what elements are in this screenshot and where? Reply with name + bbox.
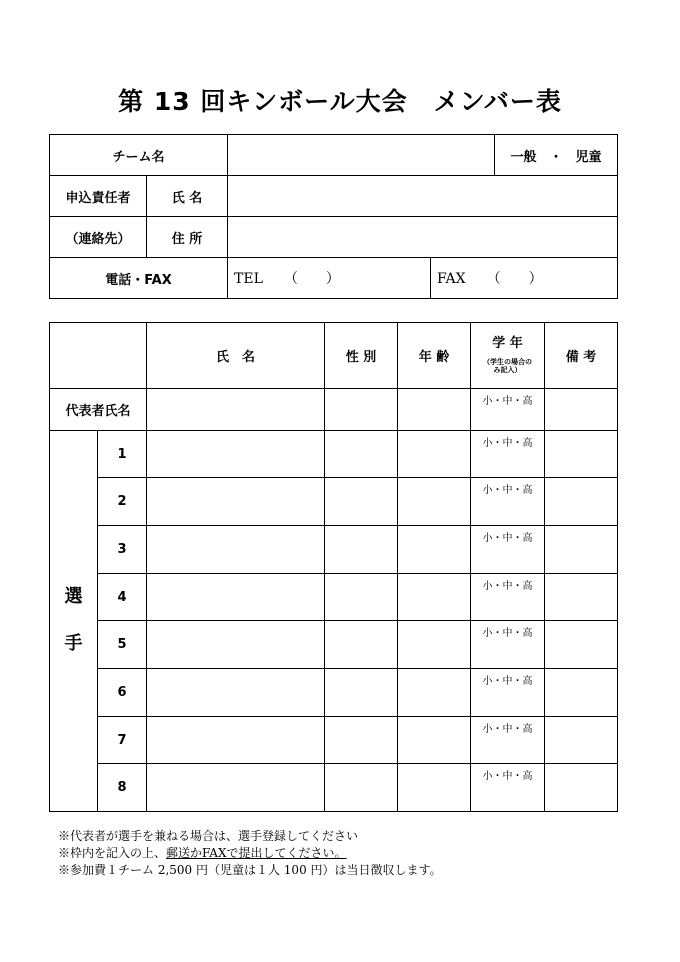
player-age-field[interactable] [398, 478, 471, 526]
player-gender-field[interactable] [325, 764, 398, 812]
representative-age-field[interactable] [398, 389, 471, 431]
notes [58, 828, 442, 879]
applicant-name-label: 氏 名 [147, 176, 228, 217]
phone-fax-label: 電話・FAX [50, 258, 228, 299]
player-remarks-field[interactable] [545, 621, 618, 669]
player-grade-option[interactable]: 小・中・高 [471, 764, 545, 812]
player-age-field[interactable] [398, 621, 471, 669]
player-remarks-field[interactable] [545, 574, 618, 621]
player-grade-option[interactable]: 小・中・高 [471, 669, 545, 717]
player-name-field[interactable] [147, 431, 325, 478]
fax-field[interactable]: FAX （ ） [431, 258, 618, 299]
tel-field[interactable]: TEL （ ） [228, 258, 431, 299]
header-grade [471, 323, 545, 389]
players-label-char-2: 手 [64, 633, 83, 654]
note-line-2-underlined: 郵送かFAXで提出してください。 [166, 846, 347, 860]
player-number: 8 [98, 764, 147, 812]
player-gender-field[interactable] [325, 717, 398, 764]
player-name-field[interactable] [147, 621, 325, 669]
player-name-field[interactable] [147, 669, 325, 717]
team-name-field[interactable] [228, 135, 495, 176]
player-gender-field[interactable] [325, 621, 398, 669]
player-grade-option[interactable]: 小・中・高 [471, 621, 545, 669]
header-age: 年 齢 [398, 323, 471, 389]
player-name-field[interactable] [147, 478, 325, 526]
header-grade-note: （学生の場合のみ記入） [483, 357, 532, 374]
player-age-field[interactable] [398, 574, 471, 621]
player-gender-field[interactable] [325, 431, 398, 478]
player-age-field[interactable] [398, 669, 471, 717]
player-remarks-field[interactable] [545, 764, 618, 812]
note-line-1: ※代表者が選手を兼ねる場合は、選手登録してください [58, 829, 359, 843]
header-name: 氏 名 [147, 323, 325, 389]
representative-label: 代表者氏名 [50, 389, 147, 431]
player-grade-option[interactable]: 小・中・高 [471, 431, 545, 478]
player-number: 7 [98, 717, 147, 764]
category-select[interactable]: 一般 ・ 児童 [495, 135, 618, 176]
address-label: 住 所 [147, 217, 228, 258]
members-table [49, 322, 618, 812]
player-gender-field[interactable] [325, 526, 398, 574]
representative-remarks-field[interactable] [545, 389, 618, 431]
note-line-3: ※参加費１チーム 2,500 円（児童は１人 100 円）は当日徴収します。 [58, 863, 442, 877]
page-title: 第 13 回キンボール大会 メンバー表 [118, 87, 562, 116]
player-number: 4 [98, 574, 147, 621]
contact-label: （連絡先） [50, 217, 147, 258]
player-number: 1 [98, 431, 147, 478]
team-name-label: チーム名 [50, 135, 228, 176]
player-remarks-field[interactable] [545, 717, 618, 764]
players-label-char-1: 選 [64, 586, 83, 608]
player-number: 3 [98, 526, 147, 574]
player-gender-field[interactable] [325, 669, 398, 717]
player-name-field[interactable] [147, 526, 325, 574]
player-age-field[interactable] [398, 764, 471, 812]
player-name-field[interactable] [147, 717, 325, 764]
representative-name-field[interactable] [147, 389, 325, 431]
applicant-name-field[interactable] [228, 176, 618, 217]
player-age-field[interactable] [398, 717, 471, 764]
player-remarks-field[interactable] [545, 478, 618, 526]
header-grade-label: 学 年 [492, 335, 523, 351]
player-number: 5 [98, 621, 147, 669]
header-blank [50, 323, 147, 389]
player-grade-option[interactable]: 小・中・高 [471, 574, 545, 621]
players-label [50, 431, 98, 812]
player-grade-option[interactable]: 小・中・高 [471, 717, 545, 764]
player-gender-field[interactable] [325, 574, 398, 621]
note-line-2 [58, 845, 442, 862]
player-name-field[interactable] [147, 574, 325, 621]
player-grade-option[interactable]: 小・中・高 [471, 526, 545, 574]
player-age-field[interactable] [398, 431, 471, 478]
player-number: 6 [98, 669, 147, 717]
player-remarks-field[interactable] [545, 526, 618, 574]
player-number: 2 [98, 478, 147, 526]
header-gender: 性 別 [325, 323, 398, 389]
player-grade-option[interactable]: 小・中・高 [471, 478, 545, 526]
player-remarks-field[interactable] [545, 431, 618, 478]
applicant-label: 申込責任者 [50, 176, 147, 217]
representative-grade-option[interactable]: 小・中・高 [471, 389, 545, 431]
header-remarks: 備 考 [545, 323, 618, 389]
player-name-field[interactable] [147, 764, 325, 812]
player-age-field[interactable] [398, 526, 471, 574]
player-remarks-field[interactable] [545, 669, 618, 717]
address-field[interactable] [228, 217, 618, 258]
representative-gender-field[interactable] [325, 389, 398, 431]
note-line-2-prefix: ※枠内を記入の上、 [58, 846, 167, 860]
player-gender-field[interactable] [325, 478, 398, 526]
team-info-table [49, 134, 618, 299]
